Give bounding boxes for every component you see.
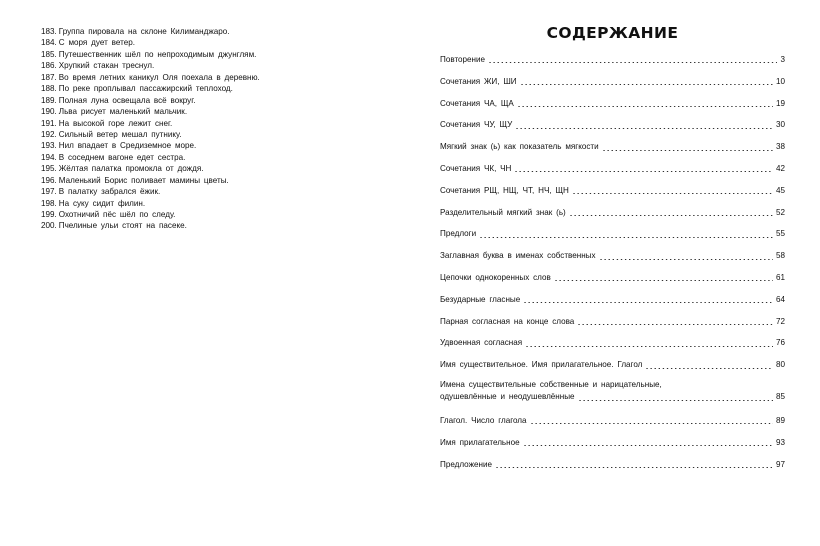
dot-leader — [645, 368, 773, 369]
toc-entry[interactable] — [440, 202, 785, 224]
list-item — [41, 49, 371, 60]
dot-leader — [577, 324, 773, 325]
sentence-number: 190. — [41, 107, 57, 117]
toc-entry-title: Безударные гласные — [440, 294, 521, 304]
sentence-text: Хрупкий стакан треснул. — [58, 61, 155, 71]
toc-entry[interactable] — [440, 332, 785, 354]
toc-page-number: 3 — [780, 55, 785, 64]
toc-page-number: 64 — [775, 294, 785, 304]
list-item — [41, 95, 371, 106]
dot-leader — [569, 215, 773, 216]
dot-leader — [523, 445, 773, 446]
list-item — [41, 140, 371, 151]
toc-page-number: 80 — [775, 360, 785, 370]
left-page — [41, 26, 371, 232]
toc-page-number: 55 — [775, 229, 785, 239]
sentence-number: 193. — [41, 141, 57, 151]
toc-entry-title: Предлоги — [440, 229, 477, 239]
sentence-number: 198. — [41, 198, 57, 208]
toc-entry-title: Повторение — [440, 55, 486, 64]
sentence-text: В соседнем вагоне едет сестра. — [58, 152, 186, 162]
sentence-number: 183. — [41, 27, 57, 36]
toc-page-number: 97 — [775, 459, 785, 469]
sentence-text: На высокой горе лежит снег. — [58, 118, 173, 128]
toc-page-number: 30 — [775, 120, 785, 130]
page-title: СОДЕРЖАНИЕ — [546, 24, 679, 42]
list-item — [41, 186, 371, 197]
toc-entry-title: Сочетания ЖИ, ШИ — [440, 76, 517, 86]
toc-entry-title: Заглавная буква в именах собственных — [440, 251, 596, 261]
sentence-text: Путешественник шёл по непроходимым джунглям. — [58, 49, 257, 59]
sentence-text: Сильный ветер мешал путнику. — [58, 129, 182, 139]
sentence-number: 191. — [41, 118, 57, 128]
list-item — [41, 129, 371, 140]
sentence-number: 196. — [41, 175, 57, 185]
sentence-number: 184. — [41, 38, 57, 48]
dot-leader — [578, 400, 773, 401]
list-item — [41, 37, 371, 48]
toc-page-number: 85 — [775, 392, 785, 402]
sentence-number: 185. — [41, 49, 57, 59]
dot-leader — [599, 259, 773, 260]
dot-leader — [530, 423, 773, 424]
dot-leader — [514, 171, 773, 172]
toc-entry[interactable] — [440, 376, 785, 410]
dot-leader — [520, 84, 773, 85]
list-item — [41, 26, 371, 37]
toc-entry[interactable] — [440, 454, 785, 476]
list-item — [41, 175, 371, 186]
toc-entry[interactable] — [440, 136, 785, 158]
sentence-text: Нил впадает в Средиземное море. — [58, 141, 197, 151]
dot-leader — [488, 62, 777, 63]
toc-page-number: 76 — [775, 338, 785, 348]
toc-entry-title: Имя прилагательное — [440, 437, 520, 447]
toc-page-number: 93 — [775, 437, 785, 447]
toc-page-number: 52 — [775, 207, 785, 217]
list-item — [41, 220, 371, 231]
toc-entry-title: Глагол. Число глагола — [440, 415, 527, 425]
toc-page-number: 10 — [775, 76, 785, 86]
toc-entry-title: Сочетания ЧК, ЧН — [440, 163, 512, 173]
toc-entry-title: Цепочки однокоренных слов — [440, 272, 551, 282]
dot-leader — [495, 467, 773, 468]
dot-leader — [517, 106, 773, 107]
table-of-contents — [440, 49, 785, 475]
toc-entry[interactable] — [440, 93, 785, 115]
sentence-text: Льва рисует маленький мальчик. — [58, 107, 188, 117]
toc-entry-title: Имя существительное. Имя прилагательное. Глагол — [440, 360, 643, 370]
dot-leader — [554, 280, 773, 281]
toc-entry-title: Мягкий знак (ь) как показатель мягкости — [440, 142, 599, 152]
sentence-list — [41, 26, 371, 232]
toc-entry[interactable] — [440, 114, 785, 136]
sentence-number: 200. — [41, 221, 57, 231]
list-item — [41, 209, 371, 220]
sentence-number: 188. — [41, 84, 57, 94]
sentence-number: 197. — [41, 187, 57, 197]
toc-page-number: 19 — [775, 98, 785, 108]
list-item — [41, 83, 371, 94]
list-item — [41, 72, 371, 83]
toc-page-number: 38 — [775, 142, 785, 152]
sentence-text: С моря дует ветер. — [58, 38, 135, 48]
toc-entry-title: Предложение — [440, 459, 492, 469]
toc-entry[interactable] — [440, 49, 785, 71]
toc-entry-title: Сочетания ЧА, ЩА — [440, 98, 514, 108]
dot-leader — [525, 346, 773, 347]
sentence-number: 195. — [41, 164, 57, 174]
toc-page-number: 72 — [775, 316, 785, 326]
sentence-text: На суку сидит филин. — [58, 198, 146, 208]
list-item — [41, 118, 371, 129]
toc-page-number: 89 — [775, 415, 785, 425]
sentence-number: 187. — [41, 72, 57, 82]
toc-entry[interactable] — [440, 71, 785, 93]
list-item — [41, 106, 371, 117]
sentence-text: Во время летних каникул Оля поехала в деревню. — [58, 72, 260, 82]
sentence-text: Охотничий пёс шёл по следу. — [58, 210, 176, 219]
toc-entry-title: Удвоенная согласная — [440, 338, 523, 348]
toc-entry[interactable] — [440, 180, 785, 202]
dot-leader — [572, 193, 773, 194]
toc-entry[interactable] — [440, 267, 785, 289]
toc-entry-title: Сочетания ЧУ, ЩУ — [440, 120, 513, 130]
sentence-text: Маленький Борис поливает мамины цветы. — [58, 175, 229, 185]
toc-entry[interactable] — [440, 410, 785, 432]
dot-leader — [479, 237, 773, 238]
sentence-text: В палатку забрался ёжик. — [58, 187, 161, 197]
sentence-text: Жёлтая палатка промокла от дождя. — [58, 164, 204, 174]
toc-entry[interactable] — [440, 354, 785, 376]
toc-page-number: 61 — [775, 272, 785, 282]
sentence-text: Группа пировала на склоне Килиманджаро. — [58, 27, 230, 36]
list-item — [41, 152, 371, 163]
list-item — [41, 163, 371, 174]
list-item — [41, 198, 371, 209]
toc-page-number: 58 — [775, 251, 785, 261]
list-item — [41, 60, 371, 71]
toc-page-number: 42 — [775, 163, 785, 173]
sentence-text: Пчелиные ульи стоят на пасеке. — [58, 221, 187, 231]
toc-page-number: 45 — [775, 185, 785, 195]
toc-entry[interactable] — [440, 311, 785, 333]
toc-entry-title-line1: Имена существительные собственные и нарицательные, — [440, 379, 662, 389]
sentence-number: 186. — [41, 61, 57, 71]
toc-entry[interactable] — [440, 223, 785, 245]
toc-entry-title: одушевлённые и неодушевлённые — [440, 392, 575, 402]
sentence-number: 194. — [41, 152, 57, 162]
toc-entry[interactable] — [440, 245, 785, 267]
dot-leader — [602, 150, 773, 151]
toc-entry[interactable] — [440, 432, 785, 454]
toc-entry-title: Разделительный мягкий знак (ь) — [440, 207, 566, 217]
toc-entry-title: Парная согласная на конце слова — [440, 316, 575, 326]
toc-entry[interactable] — [440, 289, 785, 311]
dot-leader — [523, 302, 773, 303]
right-page — [440, 0, 785, 546]
dot-leader — [515, 128, 773, 129]
toc-entry-title: Сочетания РЩ, НЩ, ЧТ, НЧ, ЩН — [440, 185, 569, 195]
toc-entry[interactable] — [440, 158, 785, 180]
sentence-number: 192. — [41, 129, 57, 139]
sentence-number: 189. — [41, 95, 57, 105]
sentence-number: 199. — [41, 210, 57, 219]
sentence-text: По реке проплывал пассажирский теплоход. — [58, 84, 233, 94]
sentence-text: Полная луна освещала всё вокруг. — [58, 95, 196, 105]
